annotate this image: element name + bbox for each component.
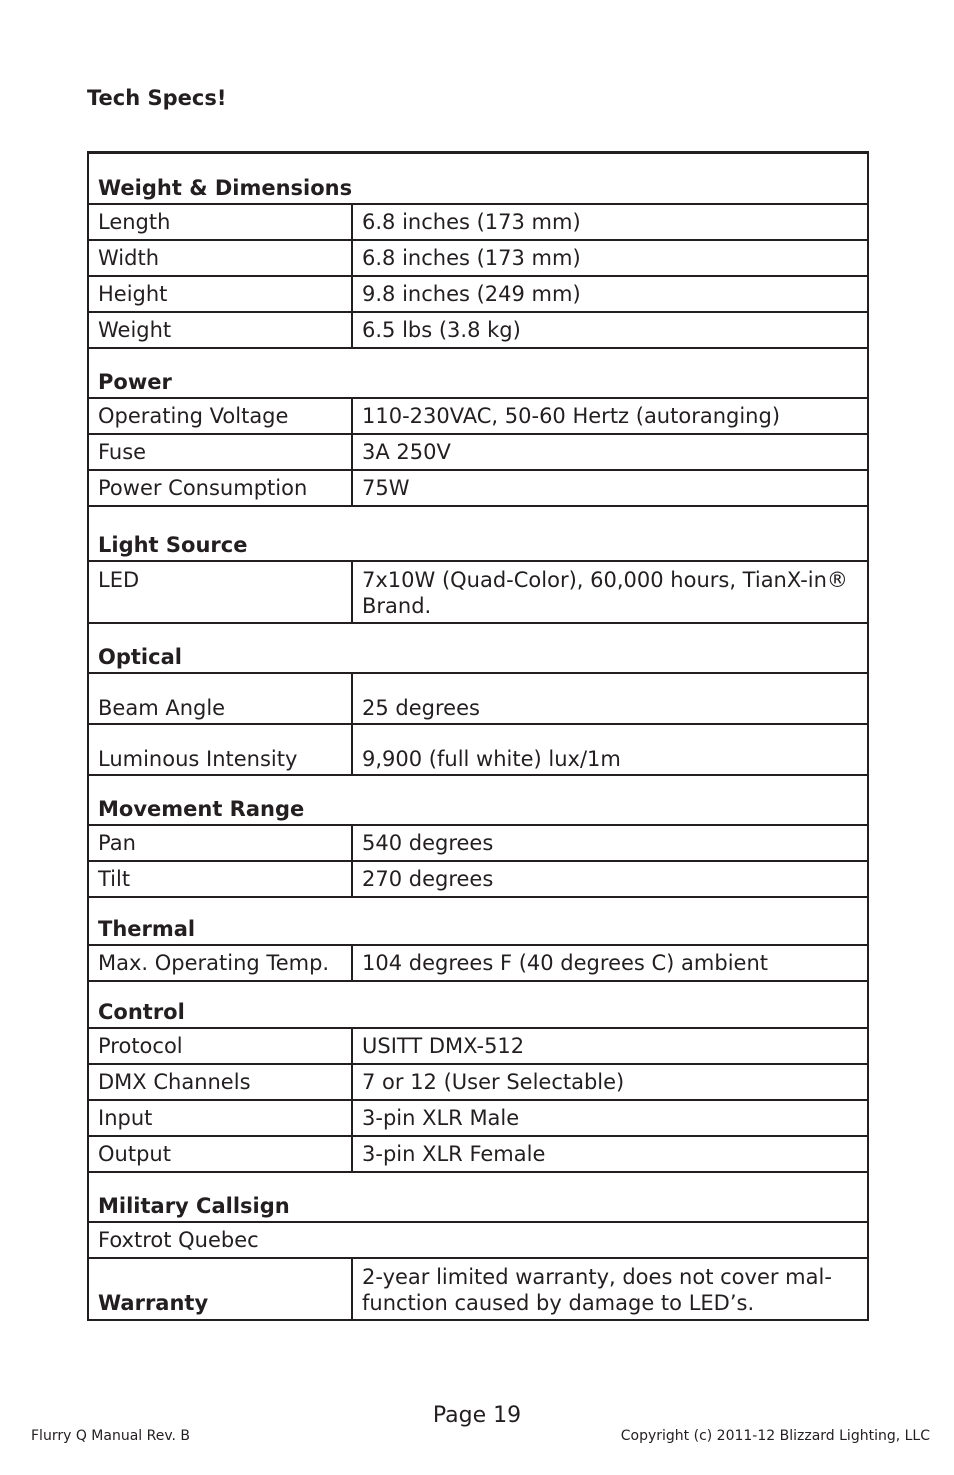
section-title: Light Source [88, 506, 868, 561]
spec-label: Weight [88, 312, 352, 348]
section-header-light-source [88, 506, 868, 561]
table-row [88, 1028, 868, 1064]
table-row [88, 1136, 868, 1172]
section-title: Power [88, 348, 868, 398]
section-header-control [88, 981, 868, 1028]
table-row [88, 1222, 868, 1258]
spec-value: 110-230VAC, 50-60 Hertz (autoranging) [352, 398, 868, 434]
spec-value: 270 degrees [352, 861, 868, 897]
spec-label: Protocol [88, 1028, 352, 1064]
tech-specs-table [87, 151, 869, 1321]
spec-label: Power Consumption [88, 470, 352, 506]
table-row [88, 945, 868, 981]
section-header-movement-range [88, 775, 868, 825]
spec-label: Length [88, 204, 352, 240]
table-row-warranty [88, 1258, 868, 1320]
spec-value: 6.8 inches (173 mm) [352, 204, 868, 240]
section-title: Movement Range [88, 775, 868, 825]
table-row [88, 470, 868, 506]
section-title: Optical [88, 623, 868, 673]
spec-value: 9,900 (full white) lux/1m [352, 724, 868, 775]
spec-label: Output [88, 1136, 352, 1172]
spec-label: Input [88, 1100, 352, 1136]
spec-value: 104 degrees F (40 degrees C) ambient [352, 945, 868, 981]
spec-value: 7x10W (Quad-Color), 60,000 hours, TianX-in® Brand. [352, 561, 868, 623]
section-header-weight-dimensions [88, 153, 868, 204]
section-header-power [88, 348, 868, 398]
spec-label: Max. Operating Temp. [88, 945, 352, 981]
table-row [88, 398, 868, 434]
spec-label: Pan [88, 825, 352, 861]
section-title: Thermal [88, 897, 868, 945]
section-title: Control [88, 981, 868, 1028]
table-row [88, 1064, 868, 1100]
spec-value: 6.5 lbs (3.8 kg) [352, 312, 868, 348]
spec-label: DMX Channels [88, 1064, 352, 1100]
spec-value: 3-pin XLR Female [352, 1136, 868, 1172]
table-row [88, 312, 868, 348]
section-title: Weight & Dimensions [88, 153, 868, 204]
page-number: Page 19 [432, 1403, 522, 1428]
spec-value: 75W [352, 470, 868, 506]
table-row [88, 204, 868, 240]
spec-value: 540 degrees [352, 825, 868, 861]
spec-value: 3A 250V [352, 434, 868, 470]
table-row [88, 861, 868, 897]
spec-label: LED [88, 561, 352, 623]
spec-label: Beam Angle [88, 673, 352, 724]
table-row [88, 825, 868, 861]
spec-value: Foxtrot Quebec [88, 1222, 868, 1258]
spec-label: Fuse [88, 434, 352, 470]
table-row [88, 434, 868, 470]
page-title: Tech Specs! [87, 86, 227, 110]
spec-value: 6.8 inches (173 mm) [352, 240, 868, 276]
table-row [88, 1100, 868, 1136]
spec-value: 7 or 12 (User Selectable) [352, 1064, 868, 1100]
warranty-label: Warranty [88, 1258, 352, 1320]
spec-value: 25 degrees [352, 673, 868, 724]
spec-label: Operating Voltage [88, 398, 352, 434]
spec-label: Tilt [88, 861, 352, 897]
footer-manual-revision: Flurry Q Manual Rev. B [31, 1428, 191, 1444]
spec-value: USITT DMX-512 [352, 1028, 868, 1064]
table-row [88, 561, 868, 623]
table-row [88, 724, 868, 775]
table-row [88, 240, 868, 276]
footer-copyright: Copyright (c) 2011-12 Blizzard Lighting, LLC [620, 1428, 930, 1444]
section-title: Military Callsign [88, 1172, 868, 1222]
warranty-value: 2-year limited warranty, does not cover mal-function caused by damage to LED’s. [352, 1258, 868, 1320]
spec-label: Width [88, 240, 352, 276]
spec-label: Height [88, 276, 352, 312]
section-header-military-callsign [88, 1172, 868, 1222]
spec-label: Luminous Intensity [88, 724, 352, 775]
table-row [88, 276, 868, 312]
section-header-optical [88, 623, 868, 673]
spec-value: 3-pin XLR Male [352, 1100, 868, 1136]
table-row [88, 673, 868, 724]
section-header-thermal [88, 897, 868, 945]
spec-value: 9.8 inches (249 mm) [352, 276, 868, 312]
